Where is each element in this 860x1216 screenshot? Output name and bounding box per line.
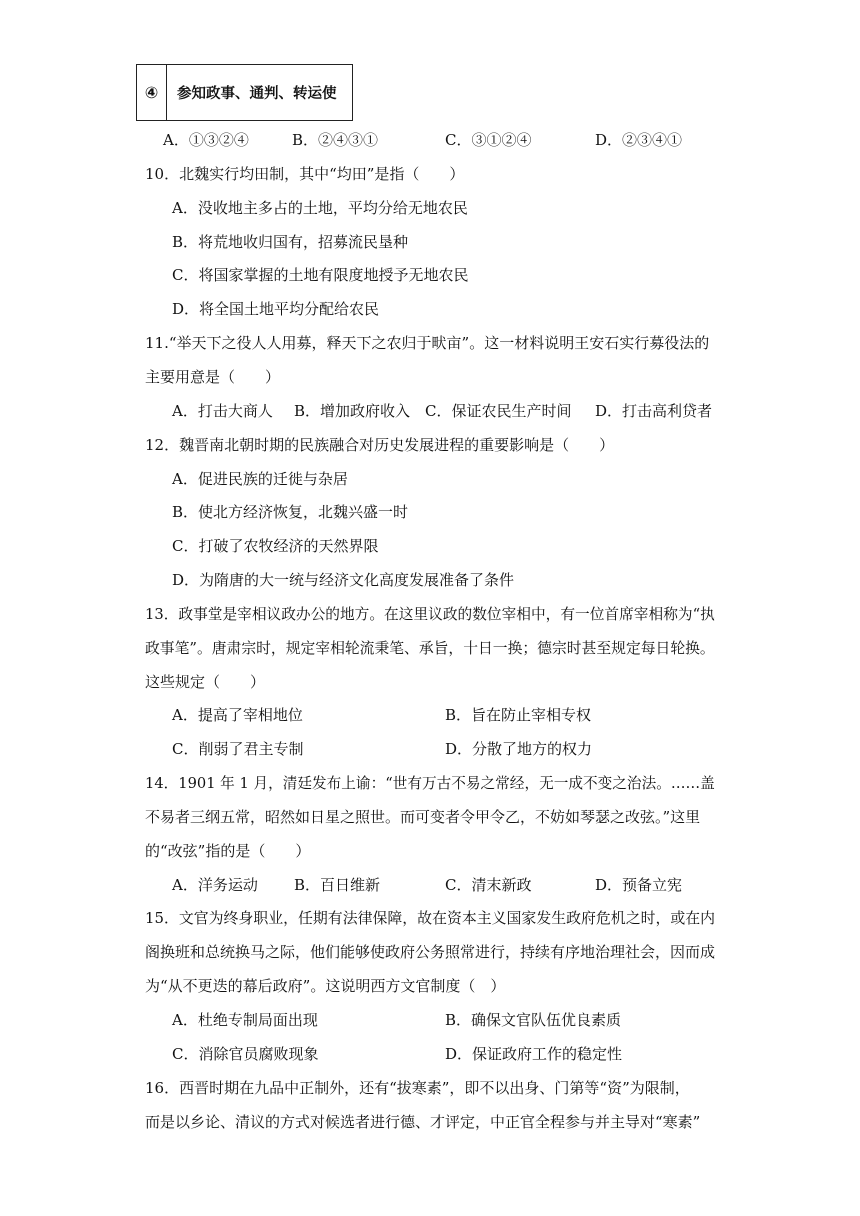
q9-option-d: D．②③④①: [595, 131, 683, 149]
q15-option-a: A．杜绝专制局面出现: [172, 1011, 318, 1029]
q15-option-b: B．确保文官队伍优良素质: [445, 1011, 622, 1029]
q13-stem-line-2: 政事笔”。唐肃宗时，规定宰相轮流秉笔、承旨，十日一换；德宗时甚至规定每日轮换。: [145, 639, 715, 657]
q9-option-c: C．③①②④: [445, 131, 532, 149]
q9-option-a: A．①③②④: [163, 131, 249, 149]
q10-option-c: C．将国家掌握的土地有限度地授予无地农民: [172, 266, 469, 284]
q16-stem-line-1: 16．西晋时期在九品中正制外，还有“拔寒素”，即不以出身、门第等“资”为限制，: [145, 1079, 690, 1097]
q10-stem: 10．北魏实行均田制，其中“均田”是指（ ）: [145, 165, 465, 183]
q14-stem-line-2: 不易者三纲五常，昭然如日星之照世。而可变者令甲令乙，不妨如琴瑟之改弦。”这里: [145, 808, 701, 826]
q13-option-c: C．削弱了君主专制: [172, 740, 304, 758]
q14-stem-line-3: 的“改弦”指的是（ ）: [145, 842, 311, 860]
answer-table-fragment: [136, 64, 353, 121]
q11-option-c: C．保证农民生产时间: [425, 402, 572, 420]
q15-stem-line-1: 15．文官为终身职业，任期有法律保障，故在资本主义国家发生政府危机之时，或在内: [145, 909, 716, 927]
q11-option-a: A．打击大商人: [172, 402, 273, 420]
q16-stem-line-2: 而是以乡论、清议的方式对候选者进行德、才评定，中正官全程参与并主导对“寒素”: [145, 1113, 701, 1131]
q13-option-d: D．分散了地方的权力: [445, 740, 593, 758]
table-row: [137, 65, 353, 121]
q14-option-b: B．百日维新: [294, 876, 381, 894]
q14-option-c: C．清末新政: [445, 876, 532, 894]
q12-option-a: A．促进民族的迁徙与杂居: [172, 470, 348, 488]
q14-option-a: A．洋务运动: [172, 876, 258, 894]
table-cell-number: ④: [137, 65, 167, 121]
q12-option-c: C．打破了农牧经济的天然界限: [172, 537, 379, 555]
q13-option-a: A．提高了宰相地位: [172, 706, 303, 724]
q12-stem: 12．魏晋南北朝时期的民族融合对历史发展进程的重要影响是（ ）: [145, 436, 615, 454]
q10-option-d: D．将全国土地平均分配给农民: [172, 300, 380, 318]
q15-option-d: D．保证政府工作的稳定性: [445, 1045, 623, 1063]
q12-option-d: D．为隋唐的大一统与经济文化高度发展准备了条件: [172, 571, 515, 589]
q15-option-c: C．消除官员腐败现象: [172, 1045, 319, 1063]
q11-option-d: D．打击高利贷者: [595, 402, 713, 420]
q13-stem-line-1: 13．政事堂是宰相议政办公的地方。在这里议政的数位宰相中，有一位首席宰相称为“执: [145, 605, 715, 623]
q11-option-b: B．增加政府收入: [294, 402, 411, 420]
q10-option-b: B．将荒地收归国有，招募流民垦种: [172, 233, 409, 251]
q12-option-b: B．使北方经济恢复，北魏兴盛一时: [172, 503, 409, 521]
q15-stem-line-3: 为“从不更迭的幕后政府”。这说明西方文官制度（ ）: [145, 977, 506, 995]
q13-stem-line-3: 这些规定（ ）: [145, 673, 266, 691]
q14-stem-line-1: 14．1901 年 1 月，清廷发布上谕：“世有万古不易之常经，无一成不变之治法。……盖: [145, 774, 715, 792]
q11-stem-line-2: 主要用意是（ ）: [145, 368, 281, 386]
table-cell-text: 参知政事、通判、转运使: [167, 65, 353, 121]
q14-option-d: D．预备立宪: [595, 876, 683, 894]
q9-option-b: B．②④③①: [292, 131, 379, 149]
q11-stem-line-1: 11.“举天下之役人人用募，释天下之农归于畎亩”。这一材料说明王安石实行募役法的: [145, 334, 710, 352]
q13-option-b: B．旨在防止宰相专权: [445, 706, 592, 724]
q15-stem-line-2: 阁换班和总统换马之际，他们能够使政府公务照常进行，持续有序地治理社会，因而成: [145, 943, 716, 961]
q10-option-a: A．没收地主多占的土地，平均分给无地农民: [172, 199, 468, 217]
